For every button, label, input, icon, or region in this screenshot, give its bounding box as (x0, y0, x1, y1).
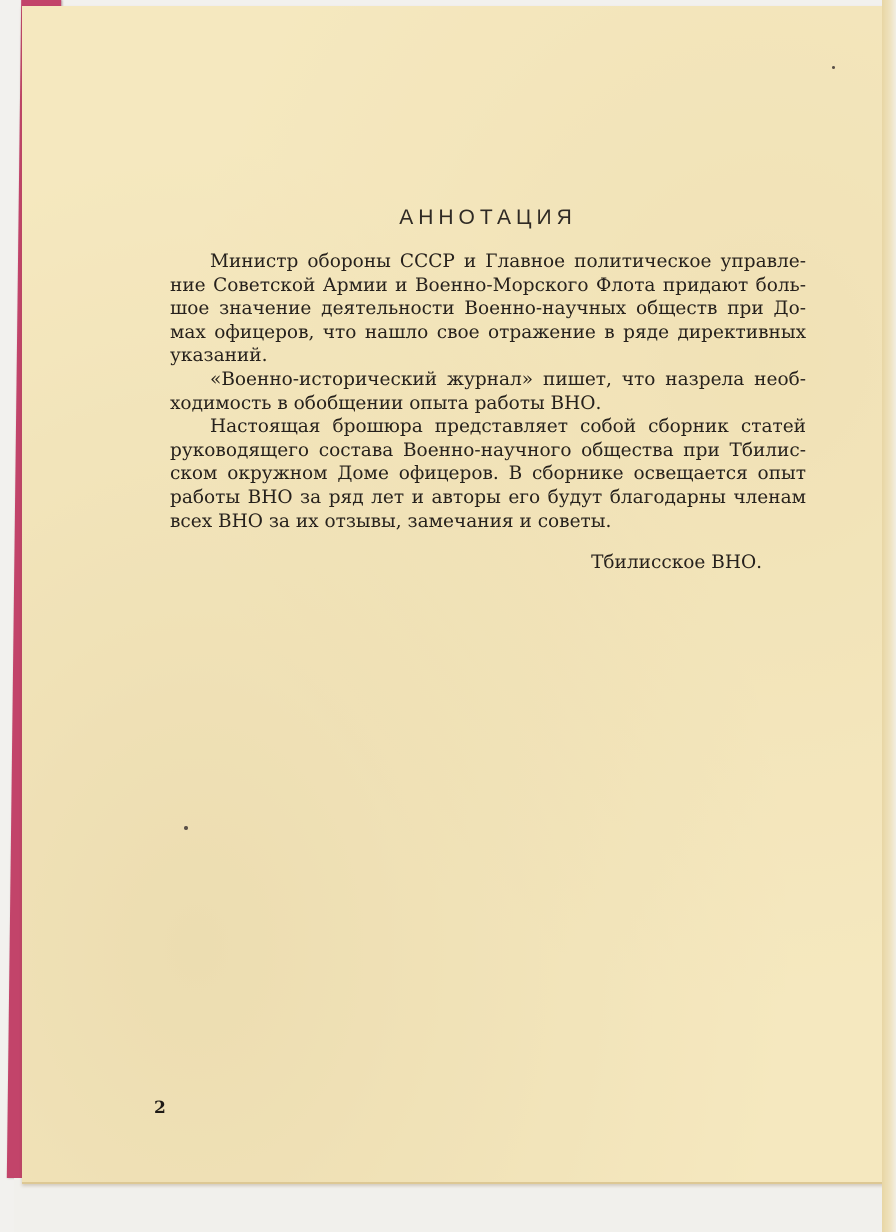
page-number: 2 (154, 1098, 166, 1118)
paragraph-ministry: Министр обороны СССР и Главное политическое управление Советской Армии и Военно-Морского Флота придают большое значение деятельности Военно-научных обществ при Домах офицеров, что нашло свое отражение в ряде директивных указаний. (170, 251, 806, 367)
annotation-body (170, 250, 806, 533)
paragraph-brochure: Настоящая брошюра представляет собой сборник статей руководящего состава Военно-научного общества при Тбилисском окружном Доме офицеров. В сборнике освещается опыт работы ВНО за ряд лет и авторы его будут благодарны членам всех ВНО за их отзывы, замечания и советы. (170, 416, 806, 532)
page-fold-shadow (882, 0, 896, 1232)
paper-speck (184, 826, 188, 830)
signature: Тбилисское ВНО. (591, 552, 762, 573)
paper-speck (832, 66, 835, 69)
annotation-heading: АННОТАЦИЯ (399, 206, 577, 229)
scanner-background (14, 1178, 896, 1232)
paragraph-journal: «Военно-исторический журнал» пишет, что назрела необходимость в обобщении опыта работы ВНО. (170, 368, 806, 414)
book-page (22, 6, 896, 1184)
